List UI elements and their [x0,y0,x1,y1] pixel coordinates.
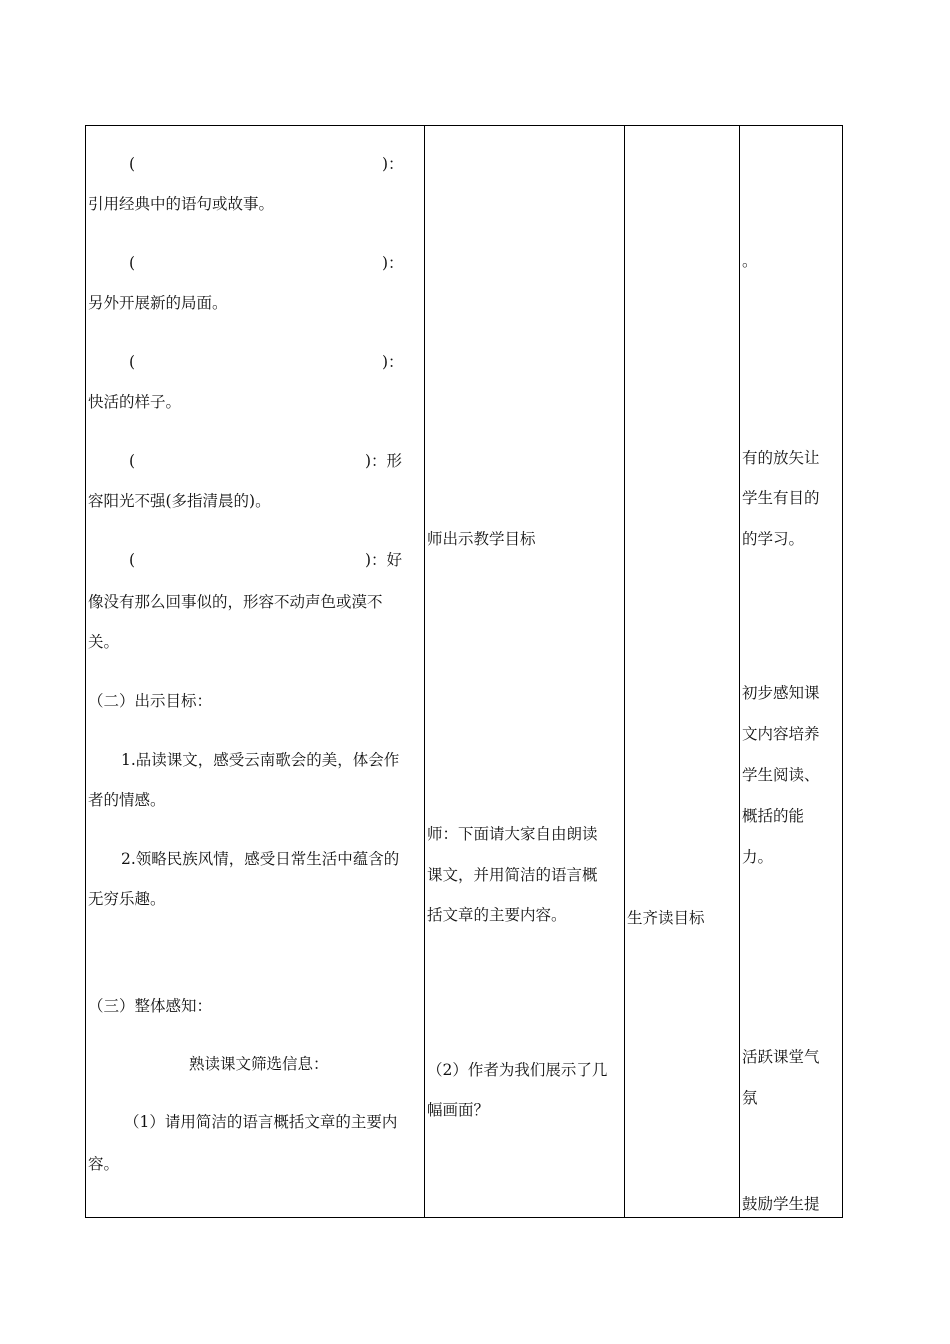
student-activity-column [625,126,740,1218]
vocab-1-close: )： [382,155,404,173]
vocab-4-open: ( [129,452,136,470]
lesson-plan-table [85,125,843,1218]
note1-line1: 有的放矢让 [742,449,820,467]
goal2-line1: 2.领略民族风情，感受日常生活中蕴含的 [121,850,400,868]
question2-line2: 幅画面？ [427,1101,490,1119]
vocab-3-definition: 快活的样子。 [88,393,182,411]
content-column [86,126,425,1218]
vocab-5-definition-line2: 关。 [88,633,120,651]
goal1-line1: 1.品读课文，感受云南歌会的美，体会作 [121,751,400,769]
section3-heading: （三）整体感知： [88,997,213,1015]
note2-line5: 力。 [742,848,774,866]
teacher-activity-column [425,126,625,1218]
note4-line1: 鼓励学生提 [742,1195,820,1213]
question1-line1: （1）请用简洁的语言概括文章的主要内 [124,1113,398,1131]
vocab-2-close: )： [382,254,404,272]
vocab-2-definition: 另外开展新的局面。 [88,294,228,312]
vocab-3-close: )： [382,353,404,371]
vocab-1-open: ( [129,155,136,173]
teacher-read-line3: 括文章的主要内容。 [427,906,567,924]
vocab-4-close: )：形 [365,452,403,470]
teacher-read-line2: 课文，并用简洁的语言概 [427,866,598,884]
note3-line1: 活跃课堂气 [742,1048,820,1066]
note3-line2: 氛 [742,1089,758,1107]
show-goals-text: 师出示教学目标 [427,530,536,548]
design-intent-column [740,126,843,1218]
note1-line3: 的学习。 [742,530,805,548]
note2-line4: 概括的能 [742,807,805,825]
note1-line2: 学生有目的 [742,489,820,507]
note2-line2: 文内容培养 [742,725,820,743]
teacher-read-line1: 师：下面请大家自由朗读 [427,825,598,843]
vocab-5-definition-line1: 像没有那么回事似的，形容不动声色或漠不 [88,593,383,611]
period-mark: 。 [742,252,758,270]
vocab-4-definition: 容阳光不强(多指清晨的)。 [88,492,271,510]
question2-line1: （2）作者为我们展示了几 [427,1061,608,1079]
goal2-line2: 无穷乐趣。 [88,890,166,908]
note2-line1: 初步感知课 [742,684,820,702]
question1-line2: 容。 [88,1155,120,1173]
vocab-3-open: ( [129,353,136,371]
vocab-5-close: )：好 [365,551,403,569]
section2-heading: （二）出示目标： [88,692,213,710]
vocab-5-open: ( [129,551,136,569]
students-read-goals: 生齐读目标 [627,909,705,927]
goal1-line2: 者的情感。 [88,791,166,809]
note2-line3: 学生阅读、 [742,766,820,784]
vocab-2-open: ( [129,254,136,272]
vocab-1-definition: 引用经典中的语句或故事。 [88,195,275,213]
reading-prompt: 熟读课文筛选信息： [189,1055,329,1073]
